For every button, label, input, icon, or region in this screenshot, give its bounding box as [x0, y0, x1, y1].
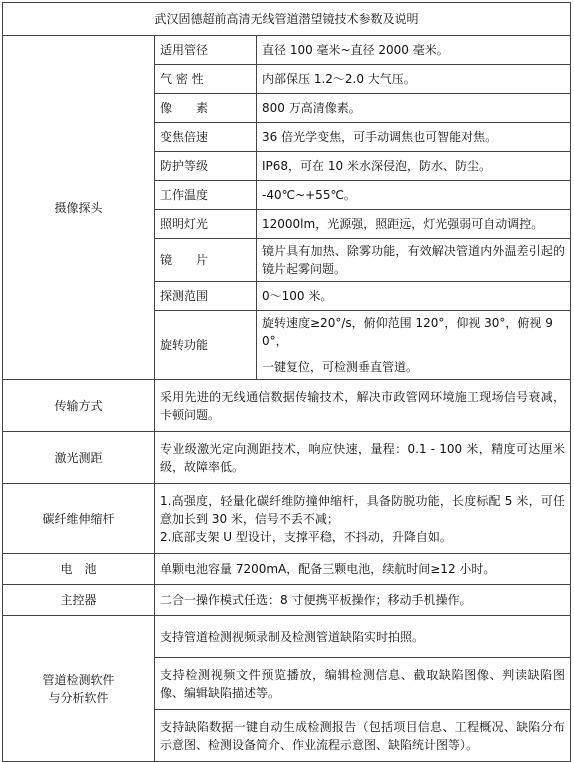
- spec-label: 探测范围: [155, 282, 257, 311]
- table-row: [3, 36, 571, 65]
- spec-label: 气 密 性: [155, 65, 257, 94]
- spec-value: IP68，可在 10 米水深侵泡，防水、防尘。: [257, 152, 571, 181]
- spec-value: 12000lm，光源强，照距远，灯光强弱可自动调控。: [257, 210, 571, 239]
- spec-value: 支持缺陷数据一键自动生成检测报告（包括项目信息、工程概况、缺陷分布示意图、检测设备简介、作业流程示意图、缺陷统计图等）。: [155, 710, 571, 762]
- spec-label: 照明灯光: [155, 210, 257, 239]
- spec-value: -40℃~+55℃。: [257, 181, 571, 210]
- spec-value: 36 倍光学变焦，可手动调焦也可智能对焦。: [257, 123, 571, 152]
- spec-value: 800 万高清像素。: [257, 94, 571, 123]
- spec-value: [257, 311, 571, 380]
- category-camera: 摄像探头: [3, 36, 155, 380]
- spec-value: 支持管道检测视频录制及检测管道缺陷实时拍照。: [155, 616, 571, 658]
- category-software: [3, 616, 155, 762]
- category-rod: 碳纤维伸缩杆: [3, 484, 155, 554]
- spec-label: 旋转功能: [155, 311, 257, 380]
- spec-label: 变焦倍速: [155, 123, 257, 152]
- spec-value: 采用先进的无线通信数据传输技术，解决市政管网环境施工现场信号衰减，卡顿问题。: [155, 380, 571, 432]
- category-laser: 激光测距: [3, 432, 155, 484]
- rod-line-2: 2.底部支架 U 型设计，支撑平稳，不抖动，升降自如。: [160, 529, 452, 544]
- category-transmission: 传输方式: [3, 380, 155, 432]
- software-label-line-2: 与分析软件: [48, 690, 109, 705]
- title-row: [3, 3, 571, 36]
- table-row: [3, 585, 571, 616]
- rotation-line-2: 一键复位，可检测垂直管道。: [262, 360, 419, 374]
- category-battery: 电 池: [3, 554, 155, 585]
- spec-label: 防护等级: [155, 152, 257, 181]
- spec-label: 镜 片: [155, 239, 257, 282]
- spec-value: 镜片具有加热、除雾功能，有效解决管道内外温差引起的镜片起雾问题。: [257, 239, 571, 282]
- table-title: 武汉固德超前高清无线管道潜望镜技术参数及说明: [3, 3, 571, 36]
- spec-label: 工作温度: [155, 181, 257, 210]
- spec-value: 内部保压 1.2～2.0 大气压。: [257, 65, 571, 94]
- table-row: [3, 380, 571, 432]
- table-row: [3, 616, 571, 658]
- software-label-line-1: 管道检测软件: [42, 672, 115, 687]
- spec-value: 支持检测视频文件预览播放，编辑检测信息、截取缺陷图像、判读缺陷图像、编辑缺陷描述等。: [155, 658, 571, 710]
- rotation-line-1: 旋转速度≥20°/s，俯仰范围 120°，仰视 30°，俯视 90°，: [262, 316, 553, 348]
- rod-line-1: 1.高强度，轻量化碳纤维防撞伸缩杆，具备防脱功能，长度标配 5 米，可任意加长到 30 米，信号不丢不减；: [160, 493, 565, 526]
- spec-value: 直径 100 毫米~直径 2000 毫米。: [257, 36, 571, 65]
- spec-value: [155, 484, 571, 554]
- spec-value: 专业级激光定向测距技术，响应快速，量程：0.1 - 100 米，精度可达厘米级，故障率低。: [155, 432, 571, 484]
- spec-value: 单颗电池容量 7200mA，配备三颗电池，续航时间≥12 小时。: [155, 554, 571, 585]
- spec-value: 0～100 米。: [257, 282, 571, 311]
- category-controller: 主控器: [3, 585, 155, 616]
- table-row: [3, 554, 571, 585]
- spec-label: 像 素: [155, 94, 257, 123]
- spec-label: 适用管径: [155, 36, 257, 65]
- spec-value: 二合一操作模式任选：8 寸便携平板操作；移动手机操作。: [155, 585, 571, 616]
- table-row: [3, 484, 571, 554]
- table-row: [3, 432, 571, 484]
- spec-table: [2, 2, 571, 762]
